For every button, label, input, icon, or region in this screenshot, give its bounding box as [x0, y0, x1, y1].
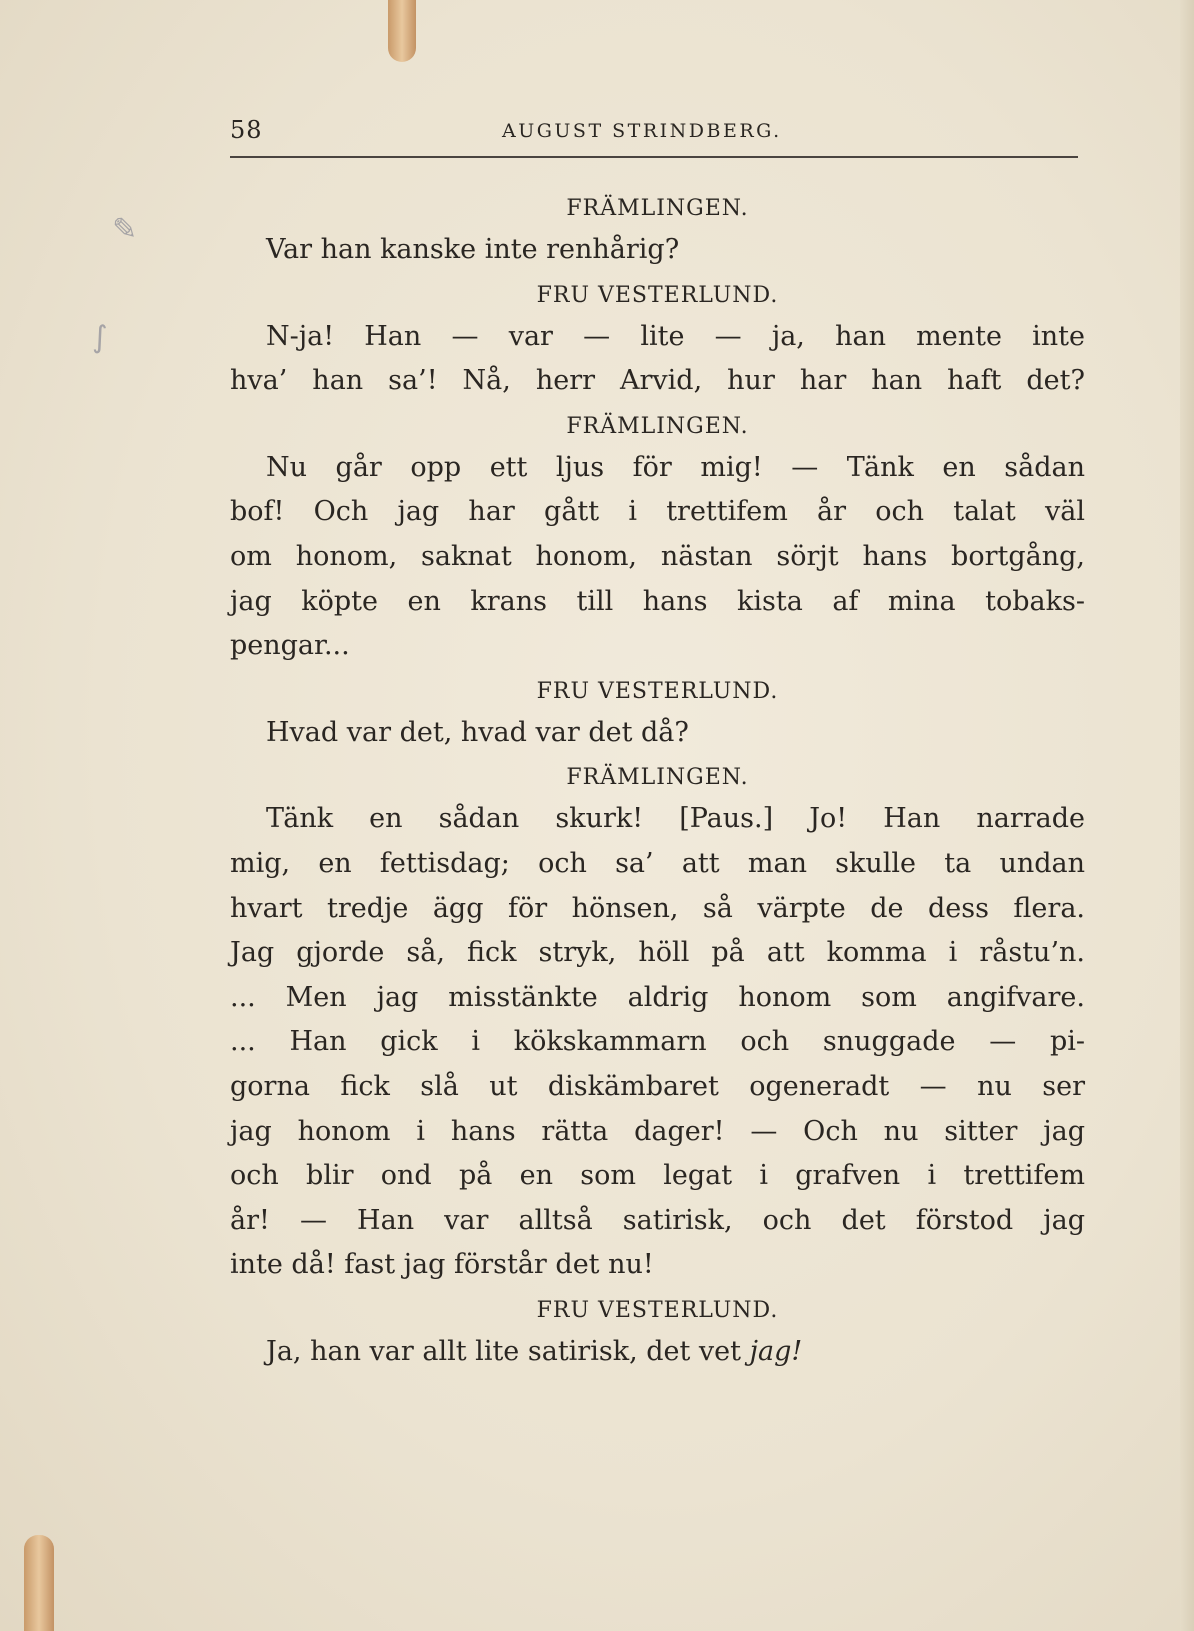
dialogue-line: Jag gjorde så, fick stryk, höll på att komma i råstu’n.: [230, 937, 1085, 969]
dialogue-line: Var han kanske inte renhårig?: [266, 234, 680, 265]
dialogue-line: jag köpte en krans till hans kista af mina tobaks-: [230, 585, 1085, 617]
header-rule: [230, 156, 1078, 158]
dialogue-line: ... Men jag misstänkte aldrig honom som angifvare.: [230, 981, 1085, 1013]
dialogue-line: jag honom i hans rätta dager! — Och nu sitter jag: [230, 1115, 1085, 1147]
page-edge-shadow: [1180, 0, 1194, 1631]
final-line-text: Ja, han var allt lite satirisk, det vet: [266, 1335, 750, 1367]
running-title: AUGUST STRINDBERG.: [502, 120, 782, 142]
dialogue-line: år! — Han var alltså satirisk, och det förstod jag: [230, 1204, 1085, 1236]
final-line-emphasis: jag!: [749, 1335, 803, 1367]
play-text: [230, 186, 1085, 1374]
dialogue-line: Hvad var det, hvad var det då?: [266, 716, 689, 748]
speaker-name: FRÄMLINGEN.: [566, 196, 749, 221]
dialogue-line: N-ja! Han — var — lite — ja, han mente inte: [266, 320, 1085, 352]
speaker-name: FRU VESTERLUND.: [536, 1297, 779, 1323]
page-number: 58: [230, 116, 263, 144]
margin-pencil-mark-bottom: ∫: [92, 320, 108, 355]
binding-tab-bottom: [24, 1535, 54, 1631]
speaker-name: FRU VESTERLUND.: [536, 282, 779, 308]
dialogue-line: pengar...: [230, 630, 350, 662]
binding-tab-top: [388, 0, 416, 62]
speaker-name: FRÄMLINGEN.: [566, 413, 749, 439]
dialogue-line: bof! Och jag har gått i trettifem år och talat väl: [230, 496, 1085, 528]
dialogue-line-final: [230, 1330, 1085, 1375]
dialogue-line: ... Han gick i kökskammarn och snuggade — pi-: [230, 1026, 1085, 1058]
dialogue-line: Nu går opp ett ljus för mig! — Tänk en sådan: [266, 451, 1085, 483]
speaker-name: FRU VESTERLUND.: [536, 678, 779, 704]
dialogue-line: inte då! fast jag förstår det nu!: [230, 1249, 654, 1281]
dialogue-line: gorna fick slå ut diskämbaret ogeneradt — nu ser: [230, 1070, 1085, 1102]
dialogue-line: Tänk en sådan skurk! [Paus.] Jo! Han narrade: [266, 803, 1085, 835]
dialogue-line: och blir ond på en som legat i grafven i trettifem: [230, 1160, 1085, 1192]
dialogue-line: hva’ han sa’! Nå, herr Arvid, hur har han haft det?: [230, 365, 1085, 397]
dialogue-line: om honom, saknat honom, nästan sörjt hans bortgång,: [230, 540, 1085, 572]
speaker-name: FRÄMLINGEN.: [566, 765, 749, 791]
page-header: [230, 112, 1078, 152]
dialogue-line: mig, en fettisdag; och sa’ att man skulle ta undan: [230, 847, 1085, 879]
margin-pencil-mark-top: ✎: [112, 212, 138, 247]
dialogue-line: hvart tredje ägg för hönsen, så värpte de dess flera.: [230, 892, 1085, 924]
